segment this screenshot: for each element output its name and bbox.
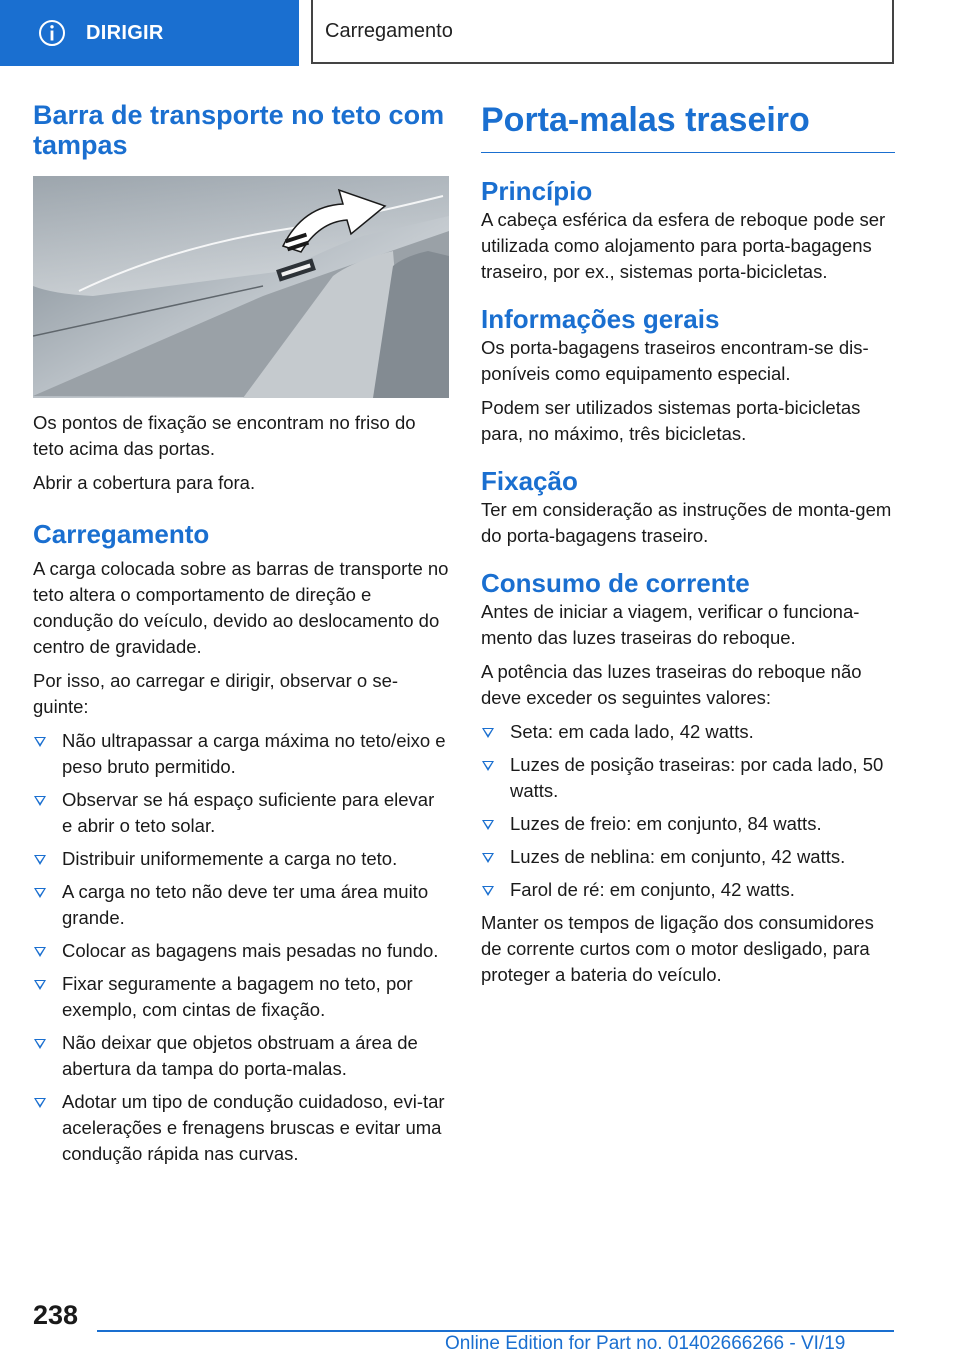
triangle-bullet-icon: [34, 980, 46, 990]
list-item: Seta: em cada lado, 42 watts.: [481, 719, 895, 745]
consumption-paragraph-2: A potência das luzes traseiras do reboque não deve exceder os seguintes valores:: [481, 661, 862, 708]
section-label: Carregamento: [325, 19, 453, 42]
page-header: [0, 0, 960, 66]
list-item: A carga no teto não deve ter uma área muito grande.: [33, 879, 449, 931]
list-item: Adotar um tipo de condução cuidadoso, evi-tar acelerações e frenagens bruscas e evitar uma condução rápida nas curvas.: [33, 1089, 449, 1167]
triangle-bullet-icon: [34, 1039, 46, 1049]
right-column: [481, 100, 895, 988]
rear-carrier-title: Porta-malas traseiro: [481, 100, 895, 153]
triangle-bullet-icon: [34, 947, 46, 957]
triangle-bullet-icon: [482, 728, 494, 738]
loading-list: [33, 728, 449, 1167]
list-item: Colocar as bagagens mais pesadas no fundo.: [33, 938, 449, 964]
list-item: Não ultrapassar a carga máxima no teto/eixo e peso bruto permitido.: [33, 728, 449, 780]
triangle-bullet-icon: [34, 1098, 46, 1108]
fixing-paragraph: Ter em consideração as instruções de monta-gem do porta-bagagens traseiro.: [481, 499, 892, 546]
general-info-title: Informações gerais: [481, 304, 720, 334]
triangle-bullet-icon: [34, 888, 46, 898]
triangle-bullet-icon: [34, 855, 46, 865]
fixing-title: Fixação: [481, 466, 578, 496]
triangle-bullet-icon: [482, 761, 494, 771]
list-item: Luzes de neblina: em conjunto, 42 watts.: [481, 844, 895, 870]
footer-divider: [97, 1330, 894, 1332]
left-column: [33, 100, 449, 1174]
list-item: Luzes de posição traseiras: por cada lado, 50 watts.: [481, 752, 895, 804]
triangle-bullet-icon: [34, 737, 46, 747]
loading-title: Carregamento: [33, 519, 210, 549]
general-info-paragraph-1: Os porta-bagagens traseiros encontram-se dis-poníveis como equipamento especial.: [481, 337, 869, 384]
roof-rail-paragraph-2: Abrir a cobertura para fora.: [33, 472, 256, 493]
triangle-bullet-icon: [482, 820, 494, 830]
consumption-paragraph-3: Manter os tempos de ligação dos consumidores de corrente curtos com o motor desligado, para proteger a bateria do veículo.: [481, 912, 874, 985]
consumption-title: Consumo de corrente: [481, 568, 750, 598]
chapter-tab[interactable]: [0, 0, 299, 66]
info-icon: [38, 19, 66, 47]
general-info-paragraph-2: Podem ser utilizados sistemas porta-bicicletas para, no máximo, três bicicletas.: [481, 397, 861, 444]
principle-title: Princípio: [481, 176, 593, 206]
triangle-bullet-icon: [482, 886, 494, 896]
loading-paragraph-2: Por isso, ao carregar e dirigir, observar o se-guinte:: [33, 670, 399, 717]
list-item: Luzes de freio: em conjunto, 84 watts.: [481, 811, 895, 837]
roof-rail-cover-illustration: [33, 176, 449, 398]
list-item: Observar se há espaço suficiente para elevar e abrir o teto solar.: [33, 787, 449, 839]
page-number: 238: [33, 1300, 79, 1330]
triangle-bullet-icon: [34, 796, 46, 806]
edition-text: Online Edition for Part no. 01402666266 - VI/19: [445, 1333, 846, 1354]
section-tab[interactable]: [311, 0, 894, 64]
list-item: Distribuir uniformemente a carga no teto.: [33, 846, 449, 872]
list-item: Não deixar que objetos obstruam a área de abertura da tampa do porta-malas.: [33, 1030, 449, 1082]
triangle-bullet-icon: [482, 853, 494, 863]
roof-rail-paragraph-1: Os pontos de fixação se encontram no friso do teto acima das portas.: [33, 412, 416, 459]
principle-paragraph: A cabeça esférica da esfera de reboque pode ser utilizada como alojamento para porta-bagagens traseiro, por ex., sistemas porta-bicicletas.: [481, 209, 886, 282]
list-item: Farol de ré: em conjunto, 42 watts.: [481, 877, 895, 903]
consumption-paragraph-1: Antes de iniciar a viagem, verificar o funciona-mento das luzes traseiras do reboque.: [481, 601, 860, 648]
consumption-list: [481, 719, 895, 903]
roof-rail-title: Barra de transporte no teto com tampas: [33, 100, 445, 160]
list-item: Fixar seguramente a bagagem no teto, por exemplo, com cintas de fixação.: [33, 971, 449, 1023]
chapter-label: DIRIGIR: [86, 21, 164, 44]
loading-paragraph-1: A carga colocada sobre as barras de transporte no teto altera o comportamento de direção e condução do veículo, devido ao deslocamento do centro de gravidade.: [33, 558, 449, 657]
